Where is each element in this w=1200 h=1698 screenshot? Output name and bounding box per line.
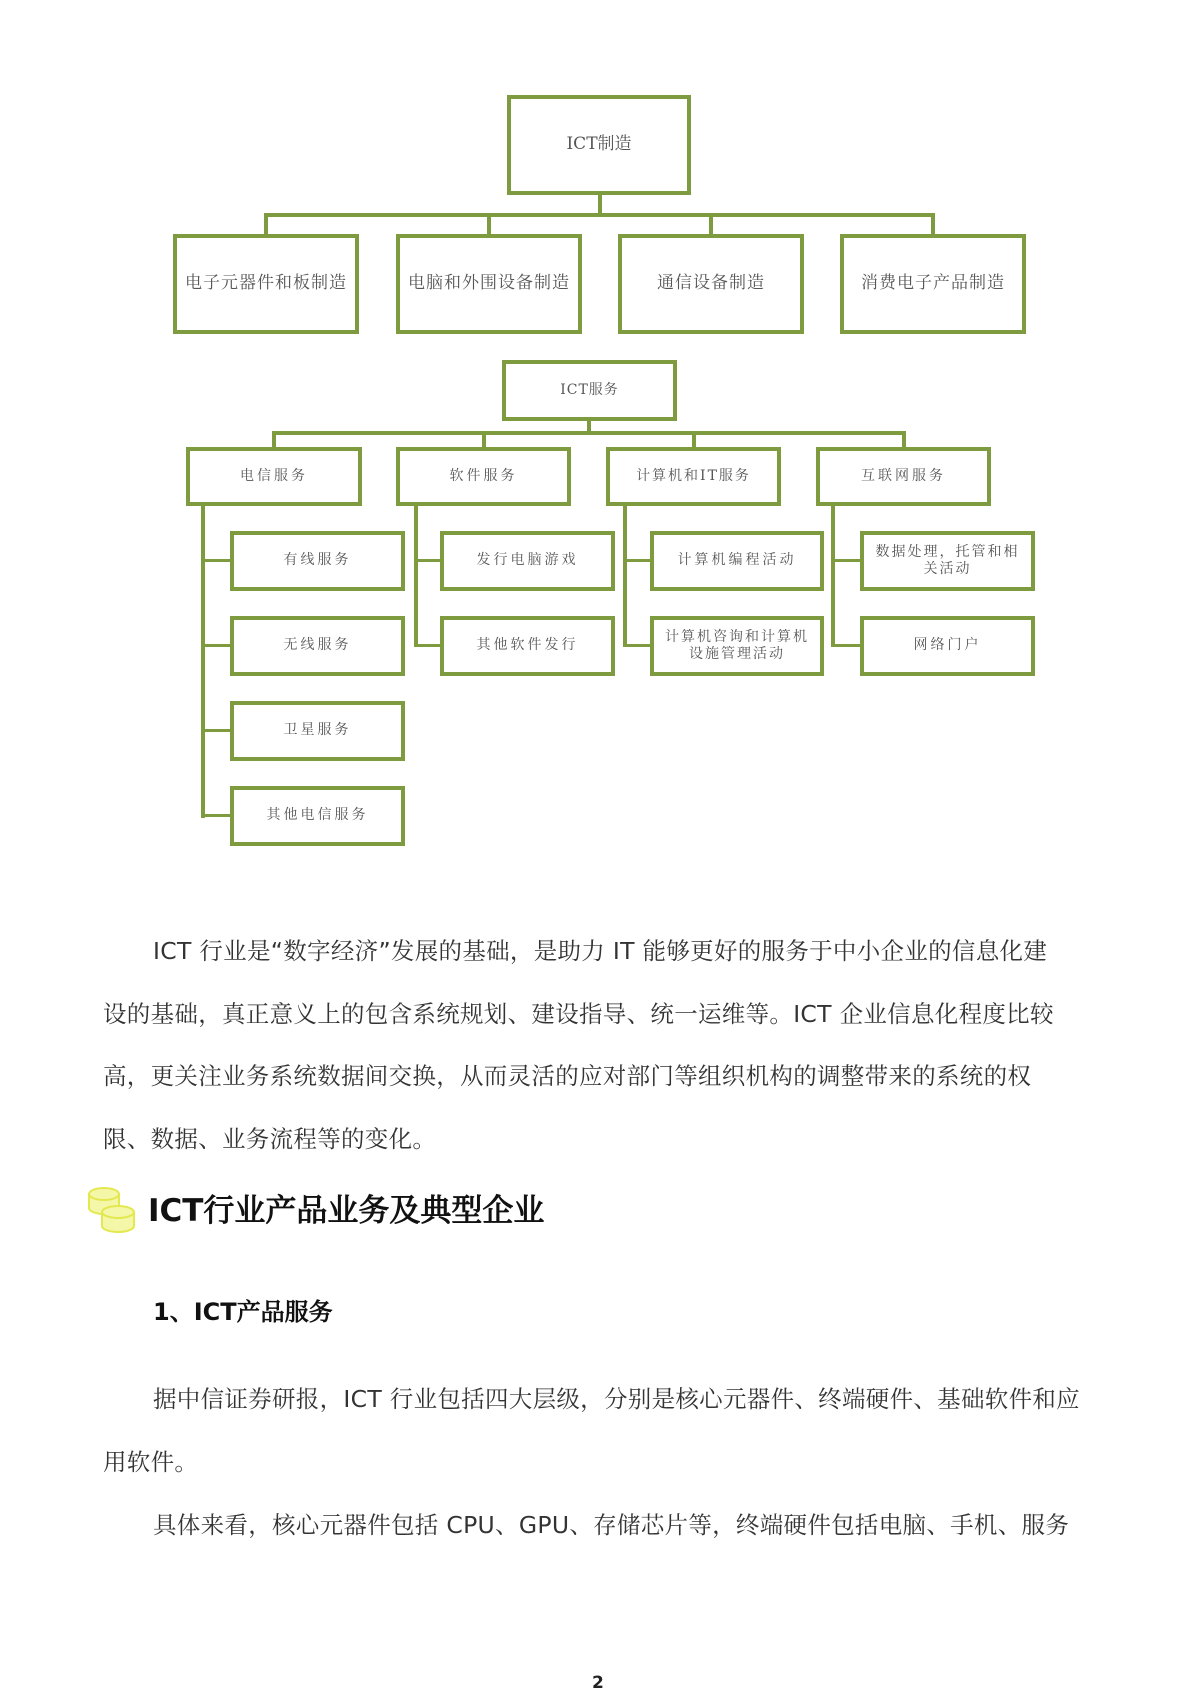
connector (201, 814, 231, 817)
connector (831, 644, 861, 647)
node-ict-services (502, 360, 677, 421)
node-label: 数据处理，托管和相关活动 (875, 543, 1020, 577)
connector (709, 213, 713, 235)
node-label: 消费电子产品制造 (861, 273, 1005, 294)
connector (598, 193, 602, 215)
connector (831, 505, 835, 647)
node-computer-it-services (606, 447, 781, 506)
node-ict-manufacturing (507, 95, 691, 195)
node-computer-programming (650, 531, 824, 591)
paragraph-line: ICT 行业是“数字经济”发展的基础，是助力 IT 能够更好的服务于中小企业的信息化建 (153, 937, 1048, 965)
node-label: 发行电脑游戏 (476, 552, 579, 569)
connector (482, 431, 486, 448)
node-label: 网络门户 (913, 637, 982, 654)
connector (902, 431, 906, 448)
section-subheading: 1、ICT产品服务 (153, 1298, 333, 1326)
connector (487, 213, 491, 235)
paragraph-line: 具体来看，核心元器件包括 CPU、GPU、存储芯片等，终端硬件包括电脑、手机、服务 (153, 1511, 1070, 1539)
node-label: 互联网服务 (861, 467, 946, 484)
node-label: 电子元器件和板制造 (185, 273, 347, 294)
node-label: ICT服务 (560, 381, 619, 398)
node-computer-consulting (650, 616, 824, 676)
paragraph-line: 高，更关注业务系统数据间交换，从而灵活的应对部门等组织机构的调整带来的系统的权 (103, 1062, 1032, 1090)
node-other-software-publishing (440, 616, 615, 676)
node-telecom-services (186, 447, 362, 506)
node-pc-game-publishing (440, 531, 615, 591)
connector (414, 559, 441, 562)
connector (201, 505, 205, 818)
node-label: 有线服务 (283, 552, 352, 569)
connector (264, 213, 268, 235)
node-label: 计算机和IT服务 (636, 467, 751, 484)
node-label: 其他软件发行 (476, 637, 579, 654)
paragraph-line: 限、数据、业务流程等的变化。 (103, 1125, 437, 1153)
connector (831, 559, 861, 562)
node-web-portals (860, 616, 1035, 676)
connector (931, 213, 935, 235)
node-wireless-services (230, 616, 405, 676)
connector (201, 559, 231, 562)
connector (272, 431, 906, 435)
node-satellite-services (230, 701, 405, 761)
page-number: 2 (592, 1673, 604, 1693)
node-label: ICT制造 (566, 134, 632, 155)
node-computer-peripherals (396, 234, 582, 334)
connector (201, 729, 231, 732)
node-label: 计算机咨询和计算机设施管理活动 (665, 628, 809, 662)
node-label: 无线服务 (283, 637, 352, 654)
node-label: 电脑和外围设备制造 (408, 273, 570, 294)
node-label: 软件服务 (449, 467, 518, 484)
connector (623, 559, 651, 562)
node-data-processing-hosting (860, 531, 1035, 591)
paragraph-line: 设的基础，真正意义上的包含系统规划、建设指导、统一运维等。ICT 企业信息化程度比较 (103, 1000, 1054, 1028)
node-software-services (396, 447, 571, 506)
node-communication-equipment (618, 234, 804, 334)
node-label: 计算机编程活动 (677, 552, 797, 569)
node-label: 通信设备制造 (657, 273, 765, 294)
connector (623, 644, 651, 647)
section-heading: ICT行业产品业务及典型企业 (148, 1193, 545, 1229)
connector (272, 431, 276, 448)
node-consumer-electronics (840, 234, 1026, 334)
connector (414, 644, 441, 647)
node-internet-services (816, 447, 991, 506)
node-electronic-components (173, 234, 359, 334)
node-wired-services (230, 531, 405, 591)
node-label: 电信服务 (240, 467, 308, 484)
paragraph-line: 用软件。 (103, 1448, 199, 1476)
node-other-telecom-services (230, 786, 405, 846)
connector (692, 431, 696, 448)
connector (414, 505, 418, 647)
node-label: 卫星服务 (283, 722, 352, 739)
node-label: 其他电信服务 (266, 807, 369, 824)
paragraph-line: 据中信证券研报，ICT 行业包括四大层级，分别是核心元器件、终端硬件、基础软件和应 (153, 1385, 1080, 1413)
connector (623, 505, 627, 647)
coins-icon (82, 1180, 142, 1236)
connector (201, 644, 231, 647)
connector (264, 213, 935, 217)
